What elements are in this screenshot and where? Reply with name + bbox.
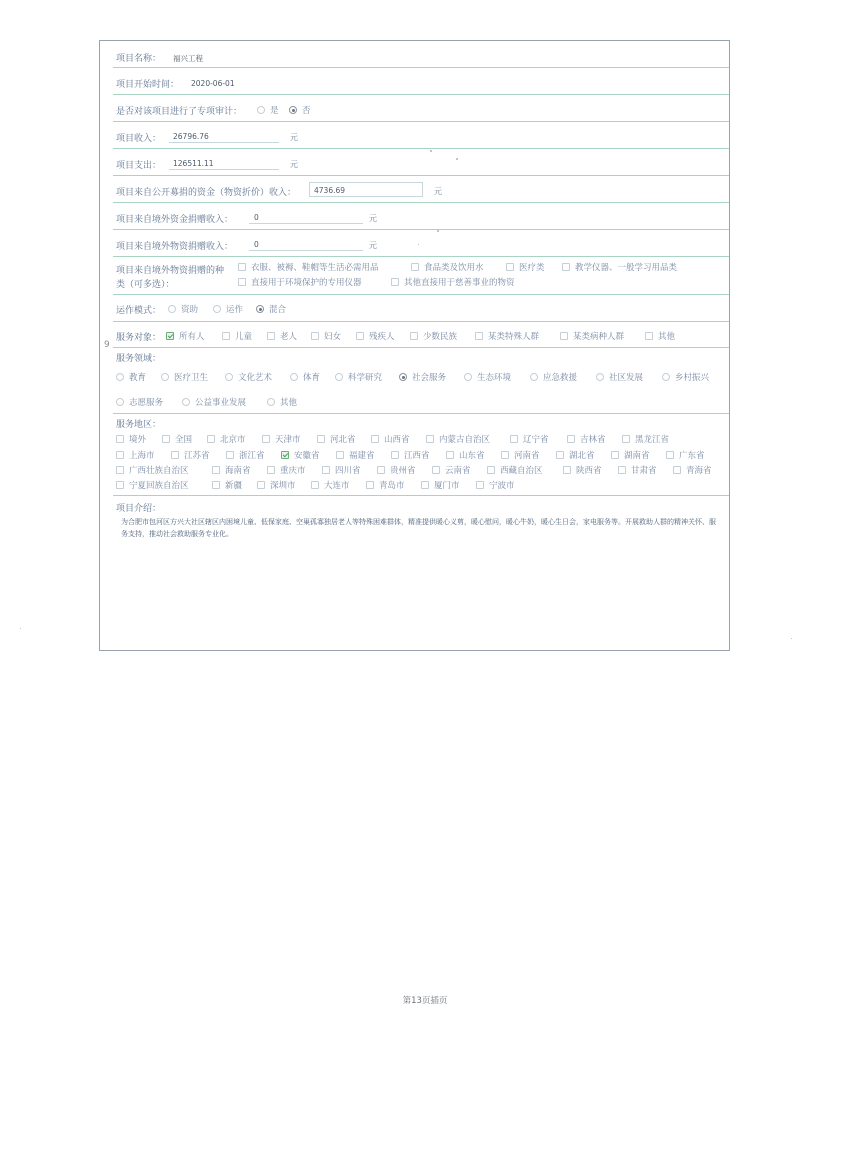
checkbox-icon [475, 332, 483, 340]
checkbox-icon [426, 435, 434, 443]
region-option[interactable]: 山西省 [371, 433, 410, 445]
target-option-ethnic-minority[interactable]: 少数民族 [410, 330, 457, 342]
checkbox-icon [567, 435, 575, 443]
region-option[interactable]: 内蒙古自治区 [426, 433, 490, 445]
region-option[interactable]: 天津市 [262, 433, 301, 445]
region-option[interactable]: 湖北省 [556, 449, 595, 461]
field-option-culture-art[interactable]: 文化艺术 [225, 371, 272, 383]
region-option[interactable]: 海南省 [212, 464, 251, 476]
region-option[interactable]: 深圳市 [257, 479, 296, 491]
operation-mode-label: 运作模式： [116, 306, 162, 316]
target-option-disabled[interactable]: 残疾人 [356, 330, 395, 342]
scan-speck [437, 230, 439, 232]
region-option[interactable]: 新疆 [212, 479, 242, 491]
checkbox-icon [171, 451, 179, 459]
foreign-funds-field[interactable] [249, 210, 363, 224]
region-option[interactable]: 江苏省 [171, 449, 210, 461]
foreign-funds-row [113, 203, 729, 230]
side-mark: 9 [104, 340, 110, 350]
field-option-education[interactable]: 教育 [116, 371, 146, 383]
region-option[interactable]: 河南省 [501, 449, 540, 461]
region-option[interactable]: 厦门市 [421, 479, 460, 491]
expense-unit: 元 [290, 160, 298, 169]
checkbox-icon [207, 435, 215, 443]
scan-speck [791, 638, 792, 639]
checkbox-icon [446, 451, 454, 459]
region-option[interactable]: 福建省 [336, 449, 375, 461]
radio-icon [116, 373, 124, 381]
service-regions-label: 服务地区： [116, 420, 162, 430]
checkbox-checked-icon [166, 332, 174, 340]
region-option[interactable]: 宁夏回族自治区 [116, 479, 189, 491]
region-option[interactable]: 全国 [162, 433, 192, 445]
service-fields-row [113, 348, 729, 414]
target-option-elderly[interactable]: 老人 [267, 330, 297, 342]
checkbox-icon [116, 481, 124, 489]
field-option-research[interactable]: 科学研究 [335, 371, 382, 383]
checkbox-icon [411, 263, 419, 271]
checkbox-icon [476, 481, 484, 489]
expense-value: 126511.11 [173, 159, 214, 168]
audit-label: 是否对该项目进行了专项审计： [116, 107, 243, 117]
start-time-value[interactable]: 2020-06-01 [191, 79, 235, 88]
field-option-ecology[interactable]: 生态环境 [464, 371, 511, 383]
region-option[interactable]: 吉林省 [567, 433, 606, 445]
checkbox-icon [267, 466, 275, 474]
target-option-special-group[interactable]: 某类特殊人群 [475, 330, 539, 342]
service-fields-label: 服务领域： [116, 354, 162, 364]
goods-option-other-charity[interactable]: 其他直接用于慈善事业的物资 [391, 276, 515, 288]
checkbox-icon [563, 466, 571, 474]
radio-icon [225, 373, 233, 381]
checkbox-icon [622, 435, 630, 443]
checkbox-icon [501, 451, 509, 459]
target-option-children[interactable]: 儿童 [222, 330, 252, 342]
checkbox-icon [562, 263, 570, 271]
checkbox-icon [487, 466, 495, 474]
foreign-goods-label: 项目来自境外物资捐赠收入： [116, 242, 234, 252]
introduction-text[interactable]: 为合肥市包河区方兴大社区辖区内困境儿童、低保家庭、空巢孤寡独居老人等特殊困难群体，精准提供暖心义剪，暖心慰问，暖心牛奶，暖心生日会，家电服务等。开展救助人群的精神关怀、服务支持，推动社会救助服务专业化。 [121, 518, 716, 538]
audit-option-yes[interactable]: 是 [257, 104, 279, 116]
radio-icon [182, 398, 190, 406]
field-option-healthcare[interactable]: 医疗卫生 [161, 371, 208, 383]
foreign-funds-unit: 元 [369, 214, 377, 223]
field-option-volunteer[interactable]: 志愿服务 [116, 396, 163, 408]
checkbox-icon [432, 466, 440, 474]
field-option-emergency[interactable]: 应急救援 [530, 371, 577, 383]
checkbox-icon [421, 481, 429, 489]
goods-option-teaching[interactable]: 教学仪器、一般学习用品类 [562, 261, 677, 273]
checkbox-icon [356, 332, 364, 340]
checkbox-checked-icon [281, 451, 289, 459]
radio-icon [267, 398, 275, 406]
region-option[interactable]: 陕西省 [563, 464, 602, 476]
income-value: 26796.76 [173, 132, 209, 141]
region-option[interactable]: 贵州省 [377, 464, 416, 476]
public-funds-unit: 元 [434, 187, 442, 196]
start-time-row [113, 68, 729, 95]
radio-icon [530, 373, 538, 381]
radio-icon [213, 305, 221, 313]
introduction-row [113, 496, 729, 650]
checkbox-icon [267, 332, 275, 340]
checkbox-icon [391, 451, 399, 459]
field-option-public-welfare[interactable]: 公益事业发展 [182, 396, 246, 408]
operation-option-operating[interactable]: 运作 [213, 303, 243, 315]
checkbox-icon [257, 481, 265, 489]
region-option[interactable]: 宁波市 [476, 479, 515, 491]
goods-option-environment[interactable]: 直接用于环境保护的专用仪器 [238, 276, 362, 288]
audit-option-no[interactable]: 否 [289, 104, 311, 116]
region-option[interactable]: 境外 [116, 433, 146, 445]
radio-icon [596, 373, 604, 381]
region-option[interactable]: 大连市 [311, 479, 350, 491]
region-option[interactable]: 青海省 [673, 464, 712, 476]
checkbox-icon [116, 451, 124, 459]
operation-option-mixed[interactable]: 混合 [256, 303, 286, 315]
expense-row [113, 149, 729, 176]
checkbox-icon [645, 332, 653, 340]
checkbox-icon [618, 466, 626, 474]
public-funds-value: 4736.69 [314, 186, 346, 195]
checkbox-icon [322, 466, 330, 474]
operation-mode-row [113, 295, 729, 322]
audit-row [113, 95, 729, 122]
scan-speck [418, 244, 419, 245]
checkbox-icon [238, 263, 246, 271]
field-option-other[interactable]: 其他 [267, 396, 297, 408]
foreign-goods-row [113, 230, 729, 257]
goods-types-row [113, 257, 729, 295]
foreign-funds-value: 0 [254, 213, 259, 222]
target-option-other[interactable]: 其他 [645, 330, 675, 342]
radio-selected-icon [289, 106, 297, 114]
region-option[interactable]: 四川省 [322, 464, 361, 476]
page-footer: 第13页插页 [402, 996, 448, 1006]
field-option-rural[interactable]: 乡村振兴 [662, 371, 709, 383]
goods-option-food-water[interactable]: 食品类及饮用水 [411, 261, 484, 273]
radio-icon [290, 373, 298, 381]
foreign-funds-label: 项目来自境外资金捐赠收入： [116, 215, 234, 225]
project-name-row [113, 41, 729, 68]
goods-types-label-line1: 项目来自境外物资捐赠的种 [116, 266, 225, 276]
checkbox-icon [317, 435, 325, 443]
checkbox-icon [336, 451, 344, 459]
region-option[interactable]: 重庆市 [267, 464, 306, 476]
checkbox-icon [506, 263, 514, 271]
foreign-goods-value: 0 [254, 240, 259, 249]
checkbox-icon [371, 435, 379, 443]
radio-icon [464, 373, 472, 381]
checkbox-icon [162, 435, 170, 443]
scan-speck [456, 158, 458, 160]
scan-speck [430, 150, 432, 152]
checkbox-icon [262, 435, 270, 443]
region-option[interactable]: 西藏自治区 [487, 464, 543, 476]
expense-label: 项目支出： [116, 161, 162, 171]
foreign-goods-unit: 元 [369, 241, 377, 250]
region-option[interactable]: 江西省 [391, 449, 430, 461]
radio-icon [116, 398, 124, 406]
checkbox-icon [116, 435, 124, 443]
region-option[interactable]: 广西壮族自治区 [116, 464, 189, 476]
service-targets-row [113, 322, 729, 348]
radio-icon [662, 373, 670, 381]
foreign-goods-field[interactable] [249, 237, 363, 251]
region-option[interactable]: 山东省 [446, 449, 485, 461]
checkbox-icon [673, 466, 681, 474]
report-form [99, 40, 730, 651]
field-option-sports[interactable]: 体育 [290, 371, 320, 383]
region-option-anhui[interactable]: 安徽省 [281, 449, 320, 461]
field-option-social-service[interactable]: 社会服务 [399, 371, 446, 383]
service-regions-row [113, 414, 729, 496]
region-option[interactable]: 上海市 [116, 449, 155, 461]
checkbox-icon [366, 481, 374, 489]
start-time-label: 项目开始时间： [116, 80, 180, 90]
region-option[interactable]: 辽宁省 [510, 433, 549, 445]
goods-option-daily-necessities[interactable]: 衣服、被褥、鞋帽等生活必需用品 [238, 261, 379, 273]
public-funds-row [113, 176, 729, 203]
income-row [113, 122, 729, 149]
radio-icon [161, 373, 169, 381]
region-option[interactable]: 湖南省 [611, 449, 650, 461]
field-option-community[interactable]: 社区发展 [596, 371, 643, 383]
introduction-label: 项目介绍： [116, 504, 162, 514]
checkbox-icon [311, 332, 319, 340]
radio-selected-icon [399, 373, 407, 381]
checkbox-icon [222, 332, 230, 340]
income-label: 项目收入： [116, 134, 162, 144]
region-option[interactable]: 云南省 [432, 464, 471, 476]
region-option[interactable]: 北京市 [207, 433, 246, 445]
checkbox-icon [666, 451, 674, 459]
checkbox-icon [556, 451, 564, 459]
checkbox-icon [510, 435, 518, 443]
public-funds-label: 项目来自公开募捐的资金（物资折价）收入： [116, 188, 297, 198]
service-targets-label: 服务对象： [116, 333, 162, 343]
checkbox-icon [377, 466, 385, 474]
radio-selected-icon [256, 305, 264, 313]
radio-icon [168, 305, 176, 313]
goods-option-medical[interactable]: 医疗类 [506, 261, 545, 273]
region-option[interactable]: 黑龙江省 [622, 433, 669, 445]
region-option[interactable]: 河北省 [317, 433, 356, 445]
checkbox-icon [410, 332, 418, 340]
checkbox-icon [238, 278, 246, 286]
region-option[interactable]: 浙江省 [226, 449, 265, 461]
checkbox-icon [212, 466, 220, 474]
target-option-disease-group[interactable]: 某类病种人群 [560, 330, 624, 342]
checkbox-icon [391, 278, 399, 286]
goods-types-label-line2: 类（可多选）： [116, 280, 175, 290]
scan-speck [20, 628, 21, 629]
region-option[interactable]: 广东省 [666, 449, 705, 461]
region-option[interactable]: 青岛市 [366, 479, 405, 491]
income-unit: 元 [290, 133, 298, 142]
project-name-value[interactable]: 福兴工程 [173, 54, 203, 63]
checkbox-icon [212, 481, 220, 489]
operation-option-funding[interactable]: 资助 [168, 303, 198, 315]
checkbox-icon [116, 466, 124, 474]
checkbox-icon [226, 451, 234, 459]
radio-icon [257, 106, 265, 114]
project-name-label: 项目名称： [116, 54, 162, 64]
region-option[interactable]: 甘肃省 [618, 464, 657, 476]
checkbox-icon [560, 332, 568, 340]
radio-icon [335, 373, 343, 381]
checkbox-icon [611, 451, 619, 459]
checkbox-icon [311, 481, 319, 489]
target-option-everyone[interactable]: 所有人 [166, 330, 205, 342]
target-option-women[interactable]: 妇女 [311, 330, 341, 342]
